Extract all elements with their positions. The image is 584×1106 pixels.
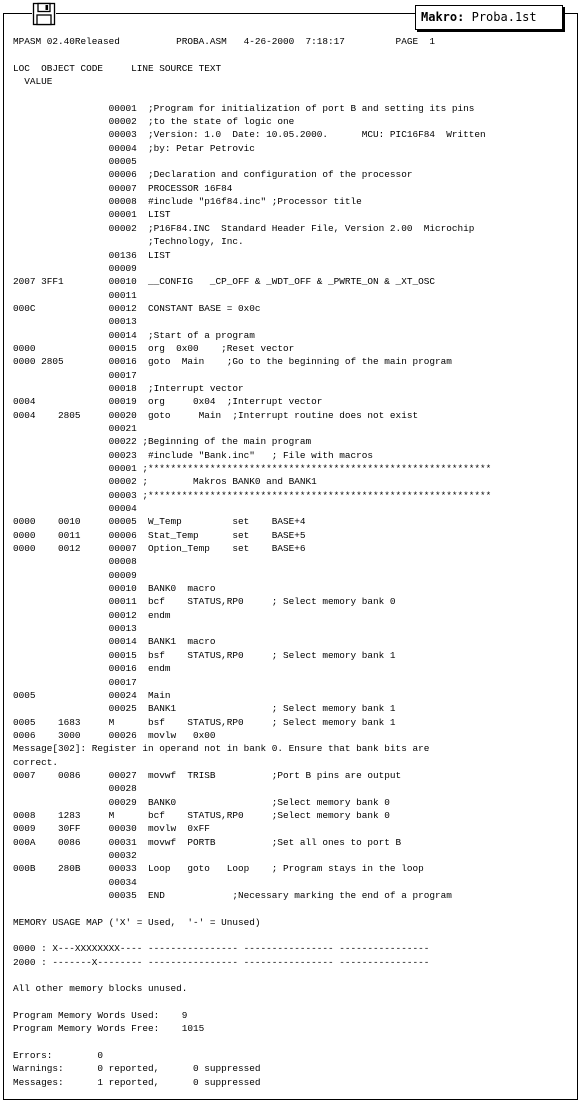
listing-line: 00014 BANK1 macro	[13, 636, 216, 648]
listing-line: 00003 ;*************************************************************	[13, 489, 492, 501]
listing-line: 0000 : X---XXXXXXXX---- ---------------- ---------------- ----------------	[13, 943, 430, 955]
listing-line: VALUE	[13, 76, 53, 88]
listing-line: 0000 0010 00005 W_Temp set BASE+4	[13, 516, 306, 528]
listing-line: 00007 PROCESSOR 16F84	[13, 182, 233, 194]
listing-line: 00010 BANK0 macro	[13, 583, 216, 595]
listing-line	[13, 48, 575, 61]
listing-line: 2007 3FF1 00010 __CONFIG _CP_OFF & _WDT_OFF & _PWRTE_ON & _XT_OSC	[13, 276, 435, 288]
listing-line: 00002 ;to the state of logic one	[13, 116, 295, 128]
listing-line: 00011	[13, 289, 137, 301]
listing-line: 00025 BANK1 ; Select memory bank 1	[13, 703, 396, 715]
listing-line: 000A 0086 00031 movwf PORTB ;Set all ones to port B	[13, 836, 402, 848]
listing-line: 00013	[13, 316, 137, 328]
listing-line: 00011 bcf STATUS,RP0 ; Select memory bank 0	[13, 596, 396, 608]
listing-line: 00008 #include "p16f84.inc" ;Processor title	[13, 196, 362, 208]
listing-line: Messages: 1 reported, 0 suppressed	[13, 1076, 261, 1088]
listing-line: 00017	[13, 676, 137, 688]
listing-line: 00013	[13, 623, 137, 635]
listing-line	[13, 969, 575, 982]
listing-line	[13, 996, 575, 1009]
listing-line: 000C 00012 CONSTANT BASE = 0x0c	[13, 302, 261, 314]
listing-line: Warnings: 0 reported, 0 suppressed	[13, 1063, 261, 1075]
listing-line: MEMORY USAGE MAP ('X' = Used, '-' = Unused)	[13, 916, 261, 928]
listing-line: 000B 280B 00033 Loop goto Loop ; Program stays in the loop	[13, 863, 424, 875]
listing-line: 00022 ;Beginning of the main program	[13, 436, 312, 448]
listing-line: All other memory blocks unused.	[13, 983, 188, 995]
listing-line: 00035 END ;Necessary marking the end of a program	[13, 890, 452, 901]
listing-line: 00014 ;Start of a program	[13, 329, 255, 341]
listing-line: 00016 endm	[13, 663, 171, 675]
listing-line: 00029 BANK0 ;Select memory bank 0	[13, 796, 390, 808]
listing-line: 00023 #include "Bank.inc" ; File with macros	[13, 449, 374, 461]
listing-line: ;Technology, Inc.	[13, 236, 244, 248]
listing-line: 0000 2805 00016 goto Main ;Go to the beginning of the main program	[13, 356, 452, 368]
listing-line: LOC OBJECT CODE LINE SOURCE TEXT	[13, 62, 222, 74]
listing-line: 00001 ;*************************************************************	[13, 463, 492, 474]
listing-line: 00008	[13, 556, 137, 568]
listing-line: 00004	[13, 503, 137, 515]
listing-line: Program Memory Words Free: 1015	[13, 1023, 205, 1035]
listing-line	[13, 1036, 575, 1049]
listing-line: 2000 : -------X-------- ---------------- ---------------- ----------------	[13, 956, 430, 968]
listing-line: 0009 30FF 00030 movlw 0xFF	[13, 823, 210, 835]
listing-line: 0007 0086 00027 movwf TRISB ;Port B pins are output	[13, 769, 402, 781]
listing-text	[13, 35, 575, 1089]
listing-line: Program Memory Words Used: 9	[13, 1010, 188, 1022]
listing-line: 00006 ;Declaration and configuration of the processor	[13, 169, 413, 181]
listing-line: Errors: 0	[13, 1050, 104, 1062]
listing-line: 0004 00019 org 0x04 ;Interrupt vector	[13, 396, 323, 408]
listing-line: 00004 ;by: Petar Petrovic	[13, 142, 255, 154]
listing-line: 0000 0012 00007 Option_Temp set BASE+6	[13, 543, 306, 555]
listing-line: 0000 00015 org 0x00 ;Reset vector	[13, 342, 295, 354]
listing-line	[13, 929, 575, 942]
listing-line: correct.	[13, 756, 59, 768]
listing-line: 00001 ;Program for initialization of port B and setting its pins	[13, 102, 475, 114]
listing-line: 00032	[13, 849, 137, 861]
title-filename: Proba.1st	[471, 10, 537, 24]
listing-line: MPASM 02.40Released PROBA.ASM 4-26-2000 7:18:17 PAGE 1	[13, 36, 435, 47]
listing-line: 00003 ;Version: 1.0 Date: 10.05.2000. MCU: PIC16F84 Written	[13, 129, 486, 141]
listing-line: 00018 ;Interrupt vector	[13, 382, 244, 394]
listing-line: 00015 bsf STATUS,RP0 ; Select memory bank 1	[13, 649, 396, 661]
listing-line: 00034	[13, 876, 137, 888]
listing-line: 0006 3000 00026 movlw 0x00	[13, 729, 216, 741]
listing-line: 00012 endm	[13, 609, 171, 621]
listing-line: 00021	[13, 422, 137, 434]
floppy-disk-icon[interactable]	[32, 2, 56, 26]
listing-line: Message[302]: Register in operand not in bank 0. Ensure that bank bits are	[13, 743, 430, 755]
listing-line: 00005	[13, 156, 137, 168]
listing-line: 00001 LIST	[13, 209, 171, 221]
title-label: Makro:	[421, 10, 465, 24]
listing-line	[13, 902, 575, 915]
listing-line: 0004 2805 00020 goto Main ;Interrupt routine does not exist	[13, 409, 419, 421]
listing-line: 00009	[13, 569, 137, 581]
listing-line: 0005 1683 M bsf STATUS,RP0 ; Select memory bank 1	[13, 716, 396, 728]
listing-line: 00009	[13, 262, 137, 274]
listing-line: 0008 1283 M bcf STATUS,RP0 ;Select memory bank 0	[13, 809, 390, 821]
listing-line: 00017	[13, 369, 137, 381]
listing-line: 00028	[13, 783, 137, 795]
listing-line: 00136 LIST	[13, 249, 171, 261]
listing-line: 0005 00024 Main	[13, 689, 171, 701]
window-title	[415, 5, 563, 30]
listing-line: 00002 ; Makros BANK0 and BANK1	[13, 476, 317, 488]
listing-line: 00002 ;P16F84.INC Standard Header File, Version 2.00 Microchip	[13, 222, 475, 234]
listing-line: 0000 0011 00006 Stat_Temp set BASE+5	[13, 529, 306, 541]
listing-line	[13, 88, 575, 101]
